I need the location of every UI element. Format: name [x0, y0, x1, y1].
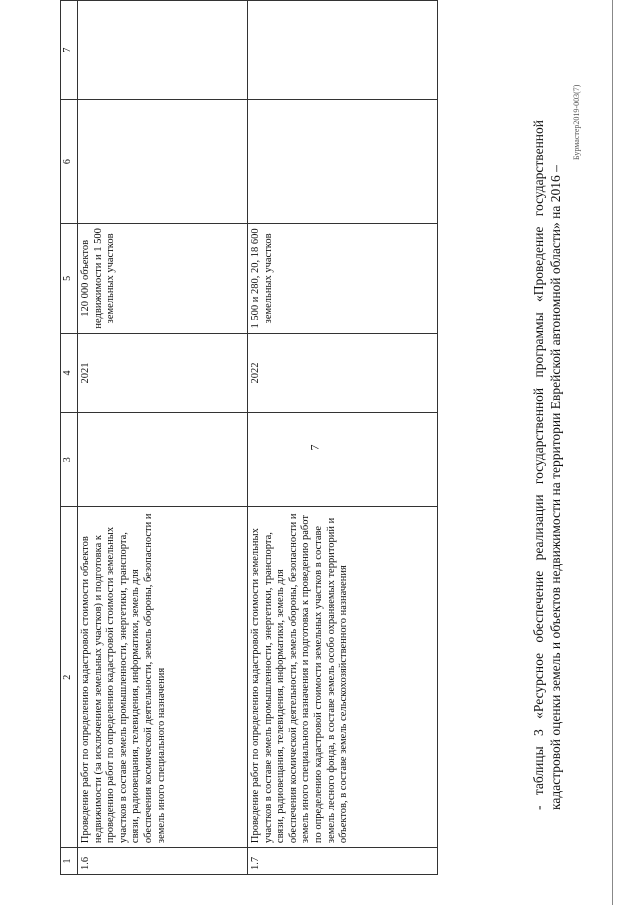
- table-caption: [530, 120, 564, 810]
- row-col-6: [248, 100, 438, 224]
- caption-line-2: кадастровой оценки земель и объектов недвижимости на территории Еврейской автономной области» на 2016 –: [548, 165, 563, 810]
- table-header-row: [61, 1, 78, 875]
- row-description: Проведение работ по определению кадастровой стоимости объектов недвижимости (за исключением земельных участков) и подготовка к проведению работ по определению кадастровой стоимости земельных участков в составе земель промышленности, энергетики, транспорта, связи, радиовещания, телевидения, информатики, земель для обеспечения космической деятельности, земель обороны, безопасности и земель иного специального назначения: [78, 507, 248, 848]
- row-volume: 120 000 объектов недвижимости и 1 500 земельных участков: [78, 224, 248, 334]
- page-edge-line: [612, 0, 613, 905]
- row-year: 2022: [248, 333, 438, 413]
- row-col-3: [78, 413, 248, 507]
- header-col-2: 2: [61, 507, 78, 848]
- row-col-6: [78, 100, 248, 224]
- footer-code: Бурмастер2019-003(7): [572, 84, 581, 160]
- row-col-7: [248, 1, 438, 100]
- resource-table: [60, 0, 438, 875]
- row-volume: 1 500 и 280, 20, 18 600 земельных участков: [248, 224, 438, 334]
- row-col-3: [248, 413, 438, 507]
- row-number: 1.7: [248, 848, 438, 875]
- header-col-6: 6: [61, 100, 78, 224]
- header-col-5: 5: [61, 224, 78, 334]
- row-year: 2021: [78, 333, 248, 413]
- table-row: [248, 1, 438, 875]
- header-col-1: 1: [61, 848, 78, 875]
- header-col-4: 4: [61, 333, 78, 413]
- header-col-3: 3: [61, 413, 78, 507]
- caption-line-1: - таблицы 3 «Ресурсное обеспечение реализации государственной программы «Проведение государственной: [531, 120, 546, 810]
- header-col-7: 7: [61, 1, 78, 100]
- row-col-7: [78, 1, 248, 100]
- page-number: 7: [307, 444, 322, 451]
- row-description: Проведение работ по определению кадастровой стоимости земельных участков в составе земель промышленности, энергетики, транспорта, связи, радиовещания, телевидения, информатики, земель для обеспечения космической деятельности, земель обороны, безопасности и земель иного специального назначения и подготовка к проведению работ по определению кадастровой стоимости земельных участков в составе земель лесного фонда, в составе земель особо охраняемых территорий и объектов, в составе земель сельскохозяйственного назначения: [248, 507, 438, 848]
- table-row: [78, 1, 248, 875]
- row-number: 1.6: [78, 848, 248, 875]
